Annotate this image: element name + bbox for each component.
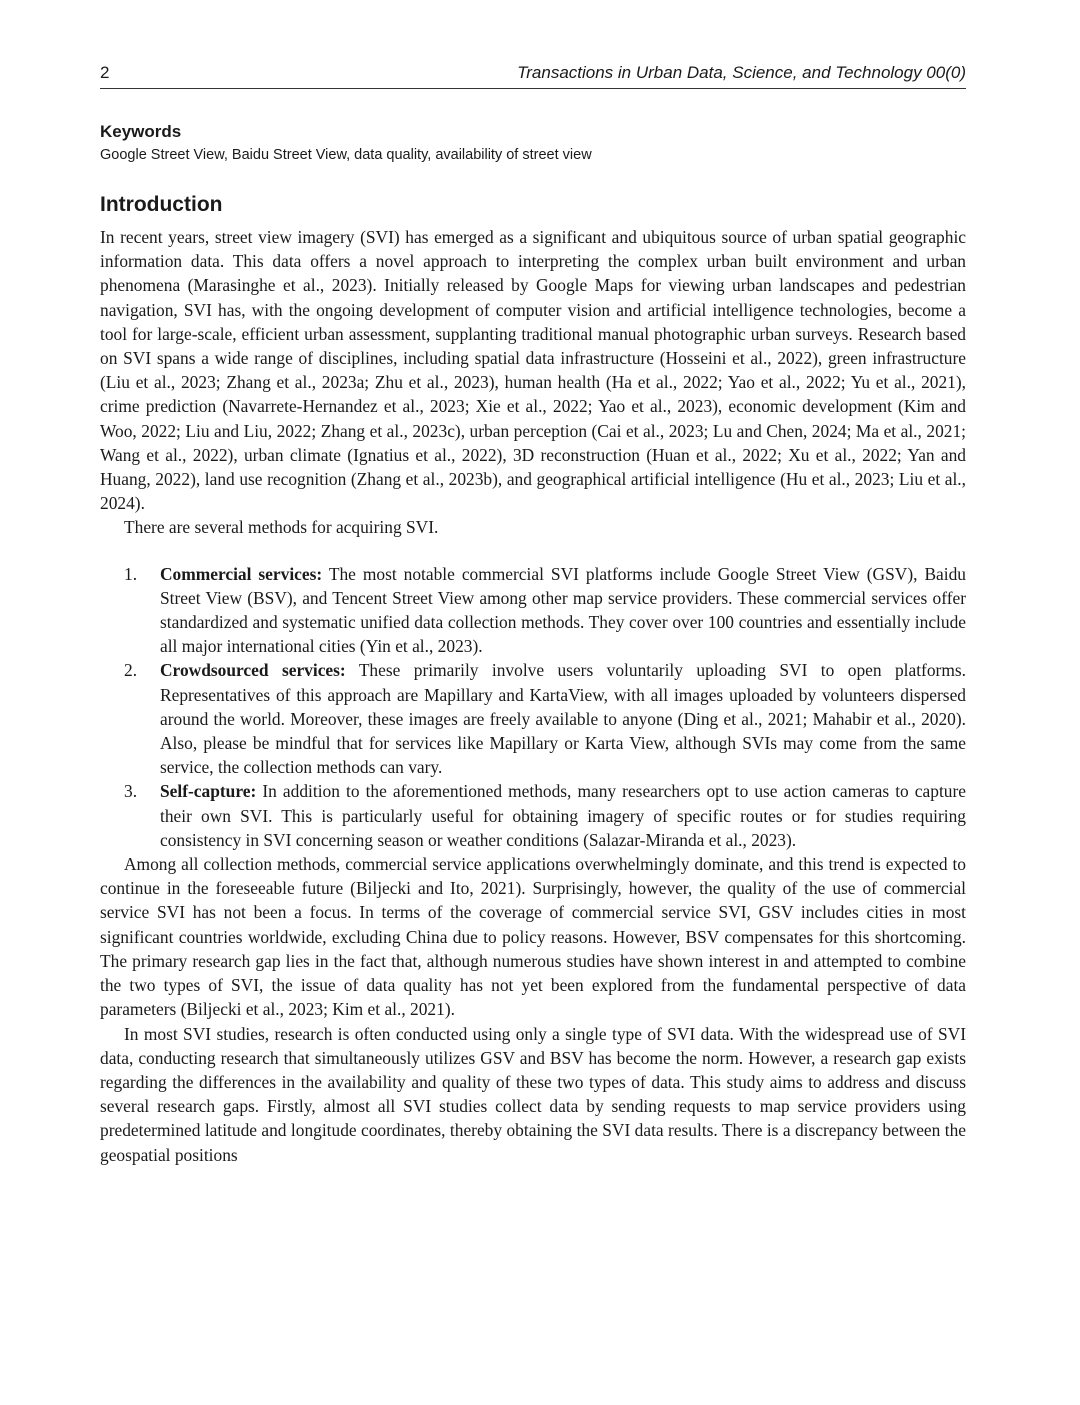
paragraph: There are several methods for acquiring SVI. — [124, 517, 439, 538]
list-item-number: 1. — [124, 563, 138, 584]
list-item-term: Commercial services: — [160, 563, 323, 584]
list-item-number: 3. — [124, 781, 138, 802]
paragraph: Among all collection methods, commercial service applications overwhelmingly dominate, and this trend is expected to continue in the foreseeable future (Biljecki and Ito, 2021). Surprisingly, however, the quality of the use of commercial service SVI has not been a focus. In terms of the coverage of commercial service SVI, GSV includes cities in most significant countries worldwide, excluding China due to policy reasons. However, BSV compensates for this shortcoming. The primary research gap lies in the fact that, although numerous studies have shown interest in and attempted to combine the two types of SVI, the issue of data quality has not yet been explored from the fundamental perspective of data parameters (Biljecki et al., 2023; Kim et al., 2021). — [100, 854, 966, 1020]
page-number: 2 — [100, 63, 110, 82]
keywords-list: Google Street View, Baidu Street View, data quality, availability of street view — [100, 147, 592, 163]
list-item — [100, 562, 966, 659]
list-item-number: 2. — [124, 660, 138, 681]
introduction-body — [100, 225, 966, 1167]
paragraph: In most SVI studies, research is often conducted using only a single type of SVI data. With the widespread use of SVI data, conducting research that simultaneously utilizes GSV and BSV has become the norm. However, a research gap exists regarding the differences in the availability and quality of these two types of data. This study aims to address and discuss several research gaps. Firstly, almost all SVI studies collect data by sending requests to map service providers using predetermined latitude and longitude coordinates, thereby obtaining the SVI data results. There is a discrepancy between the geospatial positions — [100, 1023, 966, 1165]
paper-page — [100, 62, 966, 1167]
running-header — [100, 62, 966, 89]
journal-title: Transactions in Urban Data, Science, and Technology 00(0) — [517, 63, 966, 82]
list-item-term: Crowdsourced services: — [160, 660, 346, 681]
methods-list — [100, 562, 966, 852]
list-item-text: In addition to the aforementioned methods, many researchers opt to use action cameras to capture their own SVI. This is particularly useful for obtaining imagery of specific routes or for studies requiring consistency in SVI concerning season or weather conditions (Salazar-Miranda et al., 2023). — [160, 781, 966, 850]
keywords-heading: Keywords — [100, 122, 182, 141]
list-item — [100, 779, 966, 852]
paragraph: In recent years, street view imagery (SVI) has emerged as a significant and ubiquitous source of urban spatial geographic information data. This data offers a novel approach to interpreting the complex urban built environment and urban phenomena (Marasinghe et al., 2023). Initially released by Google Maps for viewing urban landscapes and pedestrian navigation, SVI has, with the ongoing development of computer vision and artificial intelligence technologies, become a tool for large-scale, efficient urban assessment, supplanting traditional manual photographic urban surveys. Research based on SVI spans a wide range of disciplines, including spatial data infrastructure (Hosseini et al., 2022), green infrastructure (Liu et al., 2023; Zhang et al., 2023a; Zhu et al., 2023), human health (Ha et al., 2022; Yao et al., 2022; Yu et al., 2021), crime prediction (Navarrete-Hernandez et al., 2023; Xie et al., 2022; Yao et al., 2023), economic development (Kim and Woo, 2022; Liu and Liu, 2022; Zhang et al., 2023c), urban perception (Cai et al., 2023; Lu and Chen, 2024; Ma et al., 2021; Wang et al., 2022), urban climate (Ignatius et al., 2022), 3D reconstruction (Huan et al., 2022; Xu et al., 2022; Yan and Huang, 2022), land use recognition (Zhang et al., 2023b), and geographical artificial intelligence (Hu et al., 2023; Liu et al., 2024). — [100, 227, 966, 514]
list-item-text: The most notable commercial SVI platforms include Google Street View (GSV), Baidu Street View (BSV), and Tencent Street View among other map service providers. These commercial services offer standardized and systematic unified data collection methods. They cover over 100 countries and essentially include all major international cities (Yin et al., 2023). — [160, 563, 966, 657]
list-item-term: Self-capture: — [160, 781, 257, 802]
section-heading-introduction: Introduction — [100, 193, 223, 216]
list-item-text: These primarily involve users voluntarily uploading SVI to open platforms. Representatives of this approach are Mapillary and KartaView, with all images uploaded by volunteers dispersed around the world. Moreover, these images are freely available to anyone (Ding et al., 2021; Mahabir et al., 2020). Also, please be mindful that for services like Mapillary or Karta View, although SVIs may come from the same service, the collection methods can vary. — [160, 660, 966, 778]
list-item — [100, 658, 966, 779]
